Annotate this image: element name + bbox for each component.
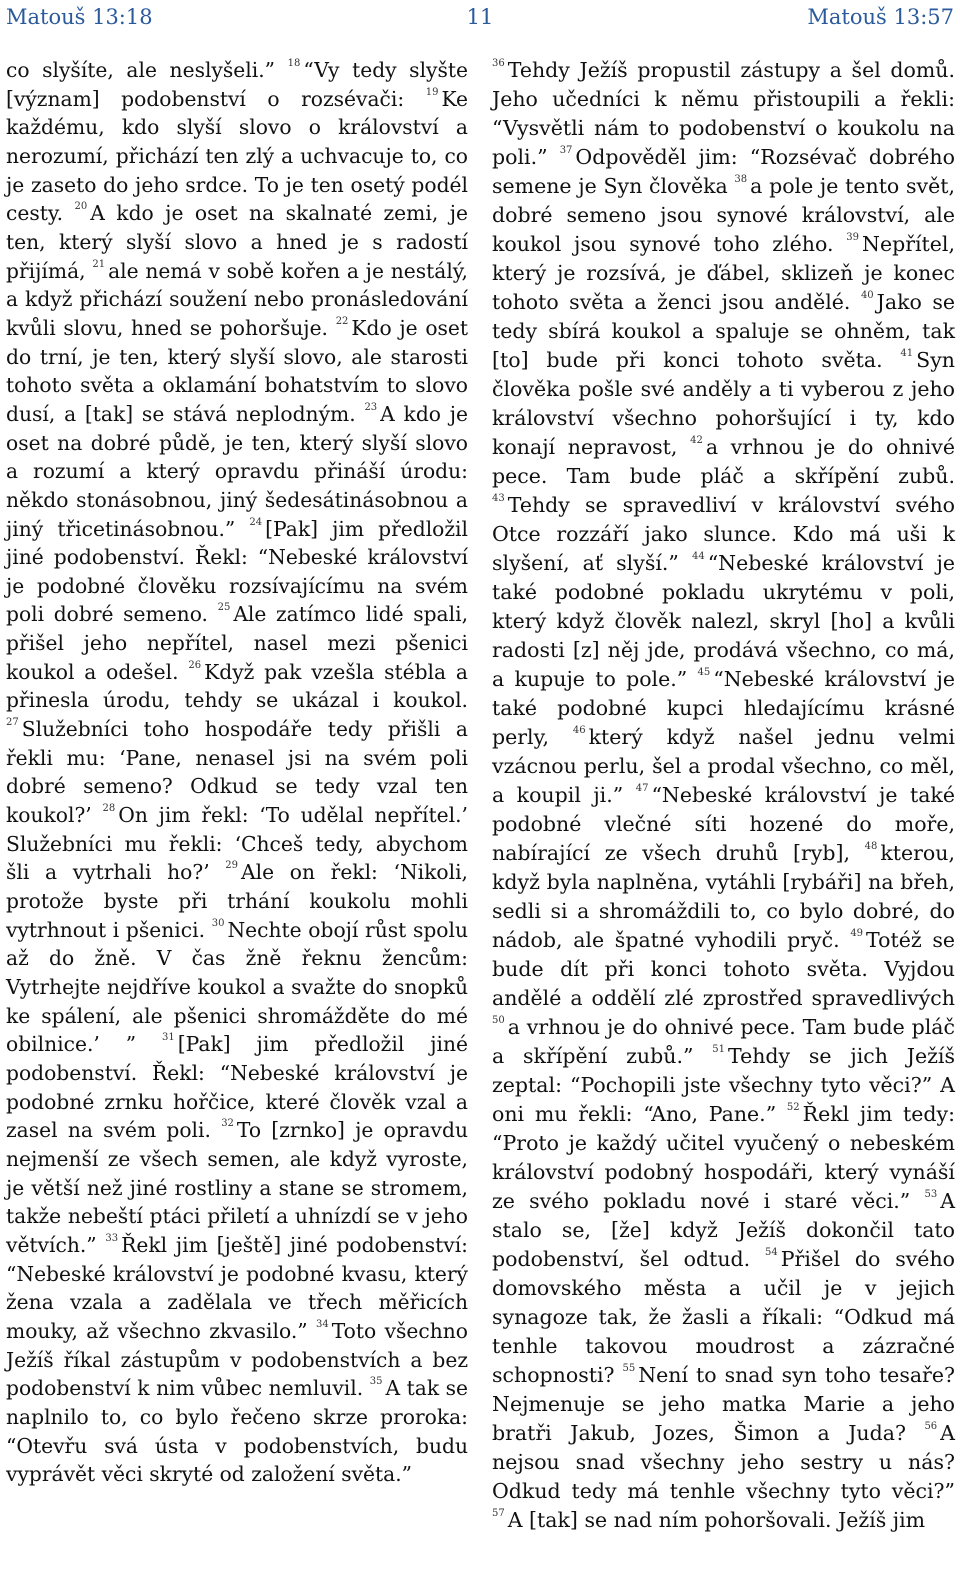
verse-number: 51 <box>712 1044 725 1055</box>
verse-text: Nechte obojí růst spolu až do žně. V čas žně řeknu žencům: Vytrhejte nejdříve koukol a svažte do snopků ke spálení, ale pšenici shromážděte do mé obilnice.’ ” <box>6 917 469 1057</box>
verse-text: Přišel do svého domovského města a učil je v jejich synagoze tak, že žasli a říkali: “Odkud má tenhle takovou moudrost a zázračné schopnosti? <box>492 1247 955 1387</box>
verse-text: který když našel jednu velmi vzácnou perlu, šel a prodal všechno, co měl, a koupil ji.” <box>492 725 955 807</box>
verse-number: 27 <box>6 717 19 729</box>
verse-number: 34 <box>316 1318 329 1330</box>
verse-text: Toto všechno Ježíš říkal zástupům v podobenstvích a bez podobenství k nim vůbec nemluvil. <box>6 1318 468 1401</box>
verse-number: 28 <box>102 803 116 815</box>
verse-number: 43 <box>492 493 505 504</box>
verse-text: Není to snad syn toho tesaře? Nejmenuje se jeho matka Marie a jeho bratři Jakub, Jozes, Šimon a Juda? <box>492 1363 955 1445</box>
verse-text: Odpověděl jim: “Rozsévač dobrého semene je Syn člověka <box>492 145 955 198</box>
verse-text: “Nebeské království je také podobné pokladu ukrytému v poli, který když člověk nalezl, skryl [ho] a kvůli radosti [z] něj jde, prodává všechno, co má, a kupuje to pole.” <box>492 551 956 691</box>
verse-text: “Vy tedy slyšte [význam] podobenství o rozsévači: <box>6 58 468 111</box>
verse-text: Tehdy Ježíš propustil zástupy a šel domů. Jeho učedníci k němu přistoupili a řekli: “Vysvětli nám to podobenství o koukolu na poli.” <box>492 58 955 169</box>
verse-number: 54 <box>765 1247 778 1258</box>
verse-number: 46 <box>572 725 586 736</box>
verse-number: 48 <box>864 841 878 852</box>
verse-number: 56 <box>924 1421 938 1432</box>
verse-text: Ale on řekl: ‘Nikoli, protože byste při trhání koukolu mohli vytrhnout i pšenici. <box>6 860 468 942</box>
verse-text: [Pak] jim předložil jiné podobenství. Řekl: “Nebeské království je podobné zrnku hořčice, které člověk vzal a zasel na svém poli. <box>6 1032 468 1143</box>
verse-number: 33 <box>105 1232 119 1244</box>
verse-text: Řekl jim tedy: “Proto je každý učitel vyučený o nebeském království podobný hospodáři, který vynáší ze svého pokladu nové i staré věci.” <box>492 1102 955 1213</box>
verse-text: Totéž se bude dít při konci tohoto světa. Vyjdou andělé a oddělí zlé zprostřed spravedlivých <box>492 928 955 1010</box>
verse-text: kterou, když byla naplněna, vytáhli [rybáři] na břeh, sedli si a shromáždili to, co bylo dobré, do nádob, ale špatné vyhodili pryč. <box>492 841 955 952</box>
verse-number: 18 <box>287 58 301 69</box>
verse-text: On jim řekl: ‘To udělal nepřítel.’ Služebníci mu řekli: ‘Chceš tedy, abychom šli a vytrhali ho?’ <box>6 803 468 885</box>
verse-number: 39 <box>846 232 859 243</box>
verse-text: Řekl jim [ještě] jiné podobenství: “Nebeské království je podobné kvasu, který žena vzala a zadělala ve třech měřicích mouky, až všechno zkvasilo.” <box>6 1232 468 1343</box>
verse-number: 19 <box>425 86 439 98</box>
verse-text: Ale zatímco lidé spali, přišel jeho nepřítel, nasel mezi pšenici koukol a odešel. <box>6 602 469 684</box>
verse-number: 22 <box>335 315 349 327</box>
verse-text: Služebníci toho hospodáře tedy přišli a řekli mu: ‘Pane, nenasel jsi na svém poli dobré semeno? Odkud se tedy vzal ten koukol?’ <box>6 717 468 828</box>
verse-number: 30 <box>211 917 225 929</box>
verse-number: 47 <box>635 783 649 794</box>
verse-number: 36 <box>492 58 505 69</box>
verse-number: 52 <box>786 1102 800 1113</box>
verse-text: A tak se naplnilo to, co bylo řečeno skrze proroka: “Otevřu svá ústa v podobenstvích, budu vyprávět věci skryté od založení světa.” <box>6 1376 469 1487</box>
header-right-reference: Matouš 13:57 <box>807 5 954 29</box>
verse-text: “Nebeské království je také podobné vlečné síti hozené do moře, nabírající ze všech druhů [ryb], <box>492 783 955 865</box>
verse-text: A nejsou snad všechny jeho sestry u nás? Odkud tedy má tenhle všechny tyto věci?” <box>492 1421 955 1503</box>
verse-text: To [zrnko] je opravdu nejmenší ze všech semen, ale když vyroste, je větší než jiné rostliny a stane se stromem, takže nebeští ptáci přiletí a uhnízdí se v jeho větvích.” <box>6 1118 468 1257</box>
verse-number: 21 <box>92 258 106 270</box>
verse-number: 53 <box>924 1189 938 1200</box>
verse-text: Tehdy se spravedliví v království svého Otce rozzáří jako slunce. Kdo má uši k slyšení, ať slyší.” <box>492 493 955 575</box>
verse-number: 25 <box>217 602 231 614</box>
verse <box>492 1508 925 1532</box>
verse-text: Ke každému, kdo slyší slovo o království a nerozumí, přichází ten zlý a uchvacuje to, co je zaseto do jeho srdce. To je ten osetý podél cesty. <box>6 86 469 226</box>
verse-text: Nepřítel, který je rozsívá, je ďábel, sklizeň je konec tohoto světa a ženci jsou andělé. <box>492 232 955 314</box>
verse-text: Syn člověka pošle své anděly a ti vyberou z jeho království všechno pohoršující i ty, kdo konají nepravost, <box>492 348 955 459</box>
verse-text: “Nebeské království je také podobné kupci hledajícímu krásné perly, <box>492 667 955 749</box>
verse-number: 55 <box>622 1363 636 1374</box>
page-number: 11 <box>466 5 494 29</box>
verse-number: 45 <box>697 667 711 678</box>
verse-number: 29 <box>225 860 239 872</box>
verse-number: 23 <box>364 401 378 413</box>
verse-text: Kdo je oset do trní, je ten, který slyší slovo, ale starosti tohoto světa a oklamání bohatstvím to slovo dusí, a [tak] se stává neplodným. <box>6 315 469 426</box>
verse-text: a vrhnou je do ohnivé pece. Tam bude pláč a skřípění zubů.” <box>492 1015 955 1068</box>
left-column <box>6 56 468 1489</box>
verse-number: 40 <box>860 290 874 301</box>
verse-number: 38 <box>734 174 748 185</box>
verse-number: 50 <box>492 1015 505 1026</box>
verse-text: A kdo je oset na skalnaté zemi, je ten, který slyší slovo a hned je s radostí přijímá, <box>6 201 468 283</box>
verse-number: 44 <box>691 551 705 562</box>
verse-text: Jako se tedy sbírá koukol a spaluje se ohněm, tak [to] bude při konci tohoto světa. <box>492 290 955 372</box>
right-column-text <box>492 56 955 1535</box>
verse-number: 20 <box>74 201 88 213</box>
verse-number: 57 <box>492 1508 505 1519</box>
left-column-text <box>6 56 468 1489</box>
right-column <box>492 56 955 1535</box>
verse-text: A stalo se, [že] když Ježíš dokončil tato podobenství, šel odtud. <box>492 1189 955 1271</box>
verse-text: [Pak] jim předložil jiné podobenství. Řekl: “Nebeské království je podobné člověku rozsívajícímu na svém poli dobré semeno. <box>6 516 468 627</box>
verse-number: 26 <box>188 659 202 671</box>
verse-number: 24 <box>249 516 263 528</box>
header-left-reference: Matouš 13:18 <box>6 5 153 29</box>
verse-number: 31 <box>162 1032 175 1044</box>
verse-text: Když pak vzešla stébla a přinesla úrodu, tehdy se ukázal i koukol. <box>6 659 468 713</box>
verse-number: 37 <box>559 145 573 156</box>
running-header <box>6 2 954 32</box>
intro-text: co slyšíte, ale neslyšeli.” <box>6 58 275 82</box>
verse-text: ale nemá v sobě kořen a je nestálý, a když přichází soužení nebo pronásledování kvůli slovu, hned se pohoršuje. <box>6 258 468 340</box>
verse-number: 42 <box>690 435 703 446</box>
verse-text: A kdo je oset na dobré půdě, je ten, který slyší slovo a rozumí a který opravdu přináší úrodu: někdo stonásobnou, jiný šedesátinásobnou a jiný třicetinásobnou.” <box>6 401 468 541</box>
verse-text: Tehdy se jich Ježíš zeptal: “Pochopili jste všechny tyto věci?” A oni mu řekli: “Ano, Pane.” <box>492 1044 955 1126</box>
verse-text: a vrhnou je do ohnivé pece. Tam bude pláč a skřípění zubů. <box>492 435 955 488</box>
verse-number: 49 <box>850 928 864 939</box>
verse-text: a pole je tento svět, dobré semeno jsou synové království, ale koukol jsou synové toho zlého. <box>492 174 955 256</box>
verse-number: 35 <box>369 1376 383 1388</box>
verse-number: 41 <box>900 348 914 359</box>
verse-number: 32 <box>221 1118 234 1130</box>
verse-text: A [tak] se nad ním pohoršovali. Ježíš jim <box>507 1508 926 1532</box>
